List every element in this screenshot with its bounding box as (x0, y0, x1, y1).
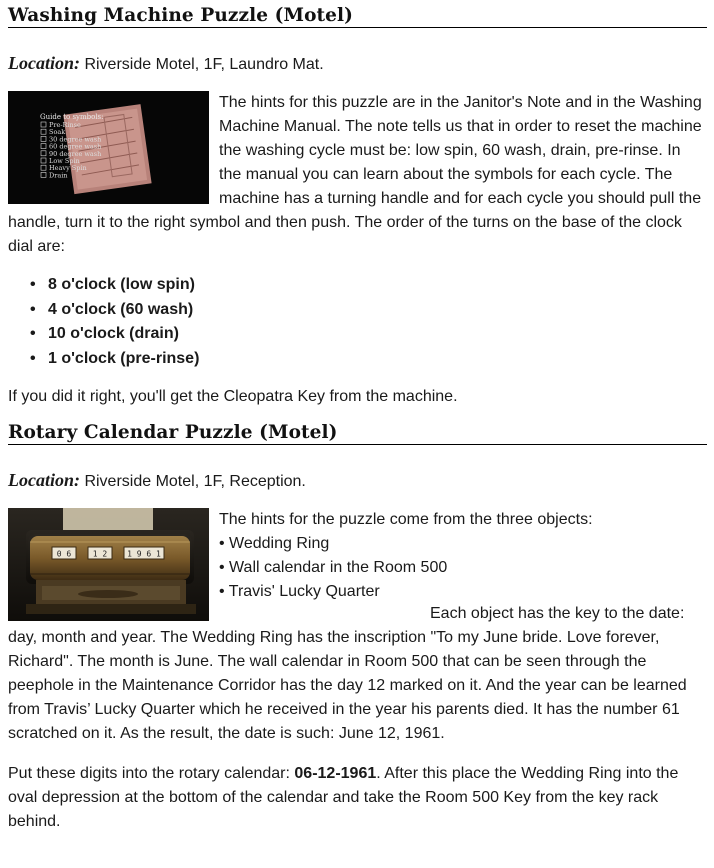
symbol-label: 60 degree wash (49, 142, 102, 151)
calendar-explanation-paragraph: Each object has the key to the date: day, month and year. The Wedding Ring has the inscription "To my June bride. Love forever, Richard". The month is June. The wall calendar in Room 500 that can be seen through the peephole in the Maintenance Corridor has the day 12 marked on it. And the year can be learned from Travis’ Lucky Quarter which he received in the year his parents died. It has the number 61 scratched on it. As the result, the date is such: June 12, 1961. (8, 605, 687, 742)
guide-title: Guide to symbols: (40, 113, 104, 121)
symbol-label: Drain (49, 171, 68, 180)
final-text-after: . After this place the Wedding Ring into the oval depression at the bottom of the calendar and take the Room 500 Key from the key rack behind. (8, 765, 679, 830)
symbol-label: 90 degree wash (49, 149, 102, 158)
dial-year: 1 9 6 1 (127, 549, 161, 559)
hint-item: • Wedding Ring (219, 535, 330, 552)
dial-day: 0 6 (56, 549, 72, 559)
rotary-calendar-image (8, 508, 209, 621)
symbol-label: Pre-Rinse (49, 121, 81, 129)
symbol-label: 30 degree wash (49, 135, 102, 144)
washing-machine-result: If you did it right, you'll get the Cleopatra Key from the machine. (8, 388, 458, 405)
hint-item: • Wall calendar in the Room 500 (219, 559, 448, 576)
final-date-code: 06-12-1961 (294, 765, 377, 782)
section-heading-rotary-calendar: Rotary Calendar Puzzle (Motel) (8, 417, 707, 445)
symbol-label: Low Spin (49, 157, 80, 165)
calendar-final-paragraph (8, 762, 707, 834)
location-text: Riverside Motel, 1F, Reception. (80, 473, 306, 490)
location-label: Location: (8, 470, 80, 490)
clock-steps-list (8, 273, 707, 371)
washing-machine-paragraph: The hints for this puzzle are in the Janitor's Note and in the Washing Machine Manual. The note tells us that in order to reset the machine the washing cycle must be: low spin, 60 wash, drain, pre-rinse. In the manual you can learn about the symbols for each cycle. The machine has a turning handle and for each cycle you should pull the handle, turn it to the right symbol and then push. The order of the turns on the base of the clock dial are: (8, 94, 702, 255)
washing-manual-image (8, 91, 209, 204)
location-text: Riverside Motel, 1F, Laundro Mat. (80, 56, 324, 73)
location-line (8, 468, 707, 494)
list-item: • 4 o'clock (60 wash) (30, 298, 707, 323)
symbol-label: Heavy Spin (49, 164, 87, 173)
section-heading-washing-machine: Washing Machine Puzzle (Motel) (8, 0, 707, 28)
washing-machine-block (8, 91, 707, 259)
walkthrough-page (8, 0, 707, 834)
rotary-calendar-illustration (8, 508, 209, 621)
location-label: Location: (8, 53, 80, 73)
list-item: • 1 o'clock (pre-rinse) (30, 347, 707, 372)
location-line (8, 51, 707, 77)
list-item: • 10 o'clock (drain) (30, 322, 707, 347)
manual-page-illustration (8, 91, 209, 204)
list-item: • 8 o'clock (low spin) (30, 273, 707, 298)
hints-intro: The hints for the puzzle come from the three objects: (219, 511, 593, 528)
final-text-before: Put these digits into the rotary calendar: (8, 765, 295, 782)
symbol-label: Soak (49, 128, 66, 137)
dial-month: 1 2 (92, 549, 108, 559)
hint-item: • Travis' Lucky Quarter (219, 583, 380, 600)
